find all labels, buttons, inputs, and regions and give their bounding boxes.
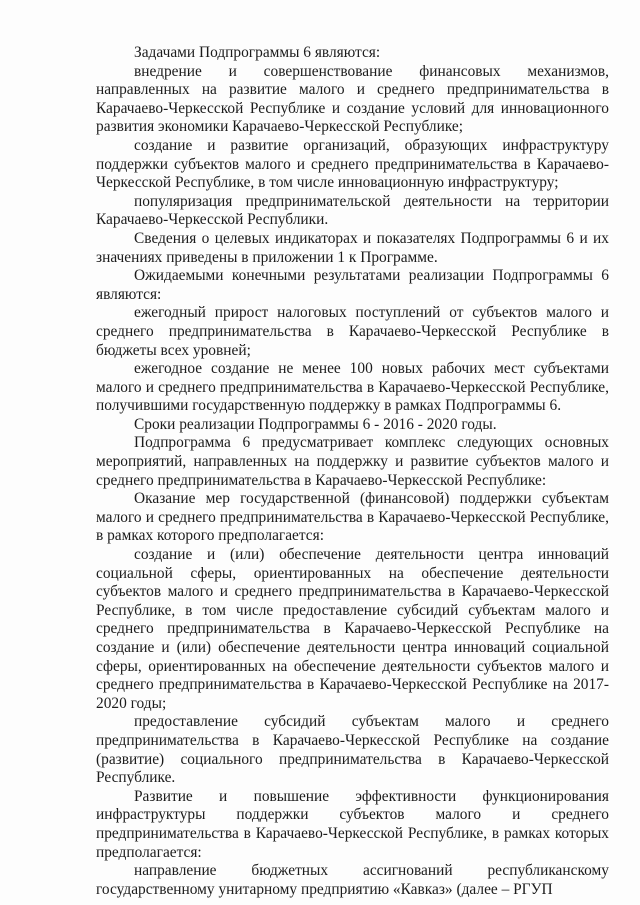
paragraph: внедрение и совершенствование финансовых механизмов, направленных на развитие малого и среднего предпринимательства в Карачаево-Черкесской Республике и создание условий для инновационного развития экономики Карачаево-Черкесской Республике;	[96, 62, 609, 136]
paragraph: популяризация предпринимательской деятельности на территории Карачаево-Черкесской Республики.	[96, 192, 609, 229]
paragraph: Сроки реализации Подпрограммы 6 - 2016 - 2020 годы.	[134, 415, 497, 433]
paragraph: направление бюджетных ассигнований республиканскому государственному унитарному предприятию «Кавказ» (далее – РГУП	[96, 862, 609, 898]
paragraph-heading: Задачами Подпрограммы 6 являются:	[134, 44, 381, 61]
paragraph: Ожидаемыми конечными результатами реализации Подпрограммы 6 являются:	[96, 267, 609, 303]
paragraph: Подпрограмма 6 предусматривает комплекс следующих основных мероприятий, направленных на поддержку и развитие субъектов малого и среднего предпринимательства в Карачаево-Черкесской Республике:	[96, 434, 609, 489]
paragraph: предоставление субсидий субъектам малого и среднего предпринимательства в Карачаево-Черкесской Республике на создание (развитие) социального предпринимательства в Карачаево-Черкесской Республике.	[96, 713, 609, 787]
document-body	[96, 44, 609, 899]
paragraph: создание и развитие организаций, образующих инфраструктуру поддержки субъектов малого и среднего предпринимательства в Карачаево-Черкесской Республике, в том числе инновационную инфраструктуру;	[96, 136, 609, 192]
paragraph: Развитие и повышение эффективности функционирования инфраструктуры поддержки субъектов малого и среднего предпринимательства в Карачаево-Черкесской Республике, в рамках которых предполагается:	[96, 787, 609, 861]
paragraph: Оказание мер государственной (финансовой) поддержки субъектам малого и среднего предпринимательства в Карачаево-Черкесской Республике, в рамках которого предполагается:	[96, 490, 609, 545]
paragraph: создание и (или) обеспечение деятельности центра инноваций социальной сферы, ориентированных на обеспечение деятельности субъектов малого и среднего предпринимательства в Карачаево-Черкесской Республике, в том числе предоставление субсидий субъектам малого и среднего предпринимательства в Карачаево-Черкесской Республике на создание и (или) обеспечение деятельности центра инноваций социальной сферы, ориентированных на обеспечение деятельности субъектов малого и среднего предпринимательства в Карачаево-Черкесской Республике на 2017-2020 годы;	[96, 546, 609, 712]
paragraph: ежегодное создание не менее 100 новых рабочих мест субъектами малого и среднего предпринимательства в Карачаево-Черкесской Республике, получившими государственную поддержку в рамках Подпрограммы 6.	[96, 360, 609, 415]
paragraph: ежегодный прирост налоговых поступлений от субъектов малого и среднего предпринимательства в Карачаево-Черкесской Республике в бюджеты всех уровней;	[96, 304, 609, 359]
paragraph: Сведения о целевых индикаторах и показателях Подпрограммы 6 и их значениях приведены в приложении 1 к Программе.	[96, 229, 609, 266]
